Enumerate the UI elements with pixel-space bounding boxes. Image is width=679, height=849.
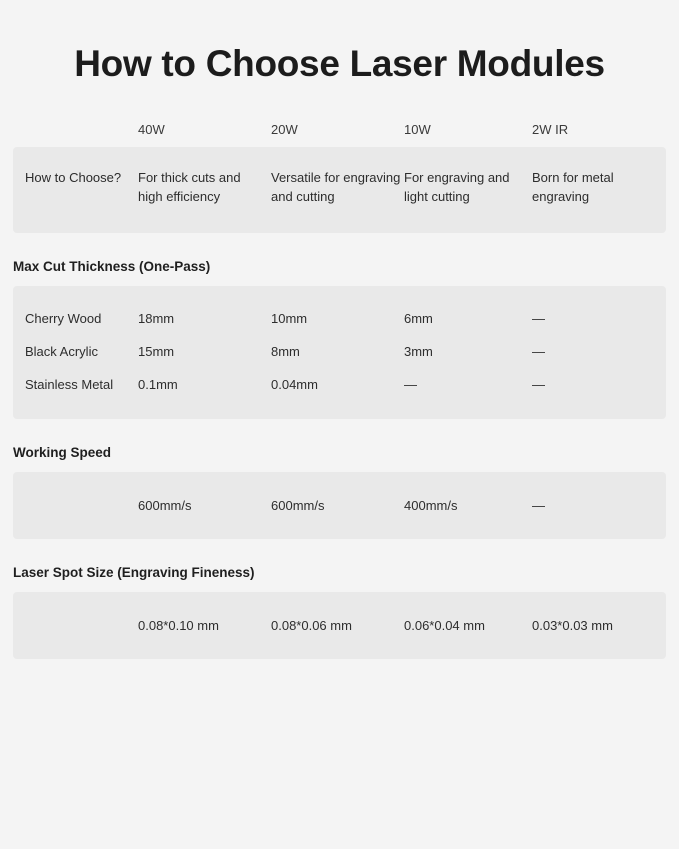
black-acrylic-2wir: —: [532, 344, 545, 360]
stainless-metal-40w: 0.1mm: [138, 377, 178, 393]
table-row: [13, 618, 666, 633]
laser-spot-size-20w: 0.08*0.06 mm: [271, 618, 352, 634]
stainless-metal-10w: —: [404, 377, 417, 393]
max-cut-thickness-panel: [13, 286, 666, 419]
section-title-max-cut-thickness: Max Cut Thickness (One-Pass): [13, 259, 211, 275]
laser-spot-size-label: [13, 618, 138, 633]
section-title-laser-spot-size: Laser Spot Size (Engraving Fineness): [13, 565, 255, 581]
stainless-metal-2wir: —: [532, 377, 545, 393]
how-to-choose-40w: For thick cuts and high efficiency: [138, 170, 241, 205]
column-header-40w: 40W: [138, 122, 165, 138]
table-row: [13, 302, 666, 335]
laser-spot-size-2wir: 0.03*0.03 mm: [532, 618, 613, 634]
header-spacer: [13, 116, 138, 147]
cherry-wood-10w: 6mm: [404, 311, 433, 327]
bottom-spacer: [0, 659, 679, 679]
how-to-choose-label: How to Choose?: [25, 170, 122, 186]
how-to-choose-2wir: Born for metal engraving: [532, 170, 614, 205]
row-label-cherry-wood: Cherry Wood: [25, 311, 102, 327]
column-header-10w: 10W: [404, 122, 431, 138]
column-header-row: [0, 116, 679, 147]
column-header-20w: 20W: [271, 122, 298, 138]
row-label-stainless-metal: Stainless Metal: [25, 377, 114, 393]
how-to-choose-row: [13, 169, 666, 207]
cherry-wood-20w: 10mm: [271, 311, 308, 327]
page-title: How to Choose Laser Modules: [74, 43, 605, 84]
working-speed-2wir: —: [532, 498, 545, 514]
laser-spot-size-40w: 0.08*0.10 mm: [138, 618, 219, 634]
section-title-working-speed: Working Speed: [13, 445, 112, 461]
working-speed-10w: 400mm/s: [404, 498, 458, 514]
table-row: [13, 335, 666, 368]
row-label-black-acrylic: Black Acrylic: [25, 344, 98, 360]
table-row: [13, 498, 666, 513]
stainless-metal-20w: 0.04mm: [271, 377, 318, 393]
black-acrylic-40w: 15mm: [138, 344, 175, 360]
working-speed-40w: 600mm/s: [138, 498, 192, 514]
cherry-wood-40w: 18mm: [138, 311, 175, 327]
column-header-2wir: 2W IR: [532, 122, 569, 138]
how-to-choose-20w: Versatile for engraving and cutting: [271, 170, 401, 205]
laser-spot-size-10w: 0.06*0.04 mm: [404, 618, 485, 634]
how-to-choose-10w: For engraving and light cutting: [404, 170, 510, 205]
working-speed-panel: [13, 472, 666, 539]
working-speed-20w: 600mm/s: [271, 498, 325, 514]
how-to-choose-panel: [13, 147, 666, 233]
table-row: [13, 368, 666, 401]
cherry-wood-2wir: —: [532, 311, 545, 327]
black-acrylic-20w: 8mm: [271, 344, 300, 360]
black-acrylic-10w: 3mm: [404, 344, 433, 360]
laser-spot-size-panel: [13, 592, 666, 659]
working-speed-label: [13, 498, 138, 513]
